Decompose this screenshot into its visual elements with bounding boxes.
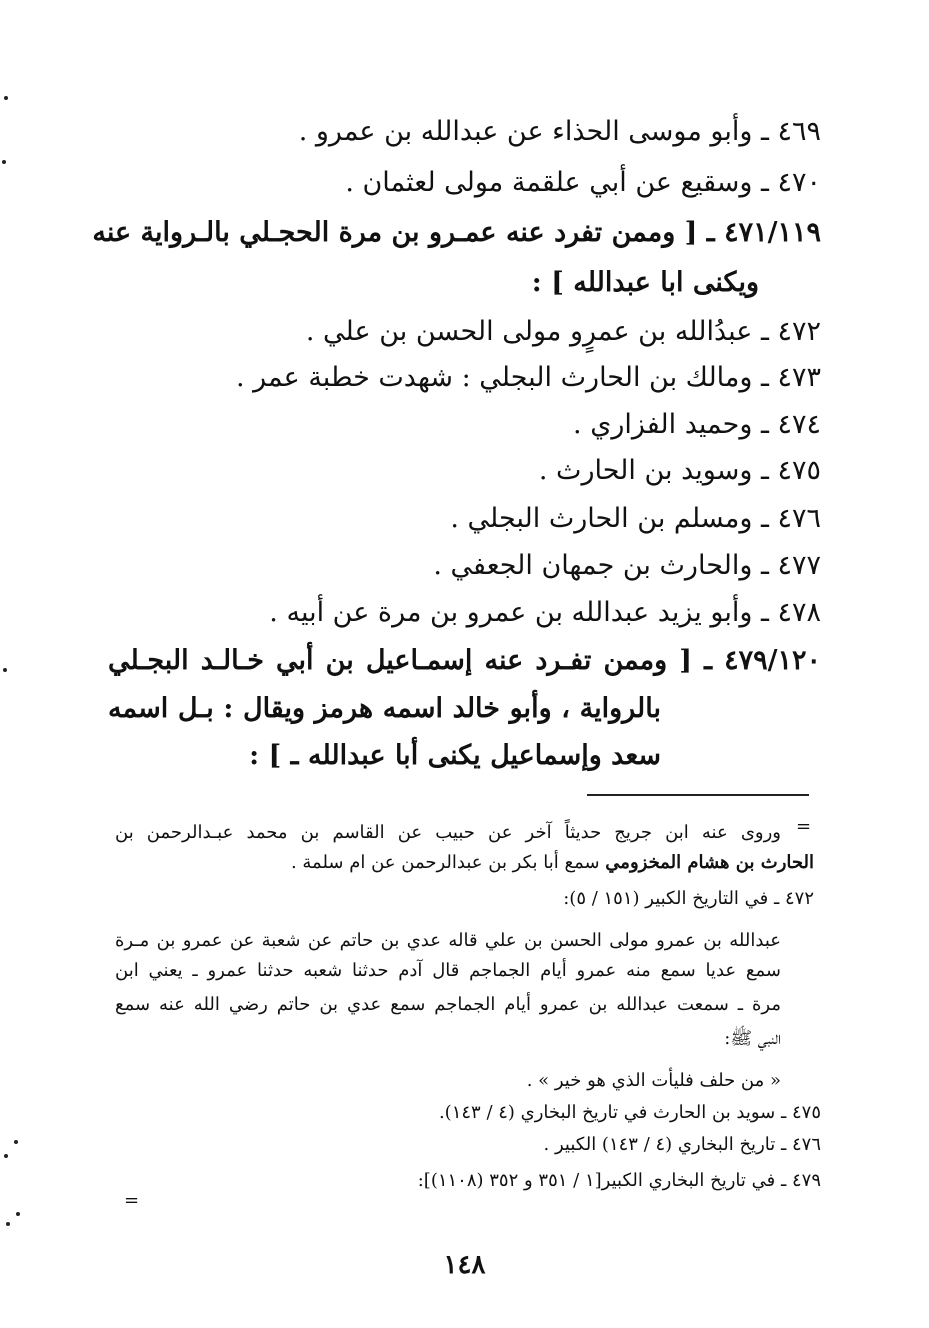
footnote-line-2 (291, 848, 814, 878)
scan-speck (14, 1140, 18, 1144)
entry-473: ٤٧٣ ـ ومالك بن الحارث البجلي : شهدت خطبة عمر . (235, 362, 821, 393)
section-heading-119-cont: ويكنى ابا عبدالله ] : (531, 267, 759, 298)
footnote-472-text-2: سمع عديا سمع منه عمرو أيام الجماجم قال آدم حدثنا شعبه حدثنا عمرو ـ يعني ابن (115, 960, 781, 981)
scan-speck (4, 96, 8, 100)
scan-speck (16, 1212, 20, 1216)
entry-469: ٤٦٩ ـ وأبو موسى الحذاء عن عبدالله بن عمرو . (298, 116, 821, 147)
footnote-line-2-rest: سمع أبا بكر بن عبدالرحمن عن ام سلمة . (290, 852, 606, 873)
entry-476: ٤٧٦ ـ ومسلم بن الحارث البجلي . (450, 503, 821, 534)
entry-474: ٤٧٤ ـ وحميد الفزاري . (573, 409, 821, 440)
footnote-hadith-quote: « من حلف فليأت الذي هو خير » . (526, 1070, 781, 1091)
continuation-mark-top: = (796, 816, 812, 837)
footnote-475: ٤٧٥ ـ سويد بن الحارث في تاريخ البخاري (٤ / ١٤٣). (438, 1102, 821, 1123)
entry-478: ٤٧٨ ـ وأبو يزيد عبدالله بن عمرو بن مرة عن أبيه . (269, 597, 821, 628)
entry-470: ٤٧٠ ـ وسقيع عن أبي علقمة مولى لعثمان . (345, 167, 821, 198)
entry-475: ٤٧٥ ـ وسويد بن الحارث . (538, 455, 821, 486)
section-heading-120: ٤٧٩/١٢٠ ـ [ وممن تفـرد عنه إسمـاعيل بن أبي خـالـد البجـلي (108, 645, 821, 676)
footnote-472-text-4: النبي ﷺ: (724, 1028, 781, 1049)
footnote-line-1: وروى عنه ابن جريج حديثاً آخر عن حبيب عن القاسم بن محمد عبـدالرحمن بن (115, 822, 781, 843)
page-number: ١٤٨ (443, 1250, 486, 1280)
scan-speck (6, 1222, 10, 1226)
footnote-476: ٤٧٦ ـ تاريخ البخاري (٤ / ١٤٣) الكبير . (543, 1134, 821, 1155)
scan-speck (4, 1154, 8, 1158)
scan-speck (2, 160, 6, 164)
footnote-472-text-1: عبدالله بن عمرو مولى الحسن بن علي قاله عدي بن حاتم عن شعبة عن عمرو بن مـرة (115, 930, 781, 951)
entry-477: ٤٧٧ ـ والحارث بن جمهان الجعفي . (433, 550, 821, 581)
entry-472: ٤٧٢ ـ عبدُالله بن عمرٍو مولى الحسن بن علي . (305, 316, 821, 347)
continuation-mark-bottom: = (124, 1190, 140, 1211)
footnote-472-text-3: مرة ـ سمعت عبدالله بن عمرو أيام الجماجم سمع عدي بن حاتم رضي الله عنه سمع (115, 994, 781, 1015)
footnote-479: ٤٧٩ ـ في تاريخ البخاري الكبير[١ / ٣٥١ و ٣٥٢ (١١٠٨)]: (417, 1170, 821, 1191)
section-heading-120-cont1: بالرواية ، وأبو خالد اسمه هرمز ويقال : بـل اسمه (108, 693, 661, 724)
footnote-472: ٤٧٢ ـ في التاريخ الكبير (١٥١ / ٥): (563, 888, 814, 909)
footnote-bold-name: الحارث بن هشام المخزومي (605, 852, 814, 873)
footnote-separator (587, 794, 809, 796)
section-heading-119: ٤٧١/١١٩ ـ [ وممن تفرد عنه عمـرو بن مرة الحجـلي بالـرواية عنه (92, 217, 821, 248)
section-heading-120-cont2: سعد وإسماعيل يكنى أبا عبدالله ـ ] : (249, 740, 661, 771)
scan-speck (3, 668, 7, 672)
